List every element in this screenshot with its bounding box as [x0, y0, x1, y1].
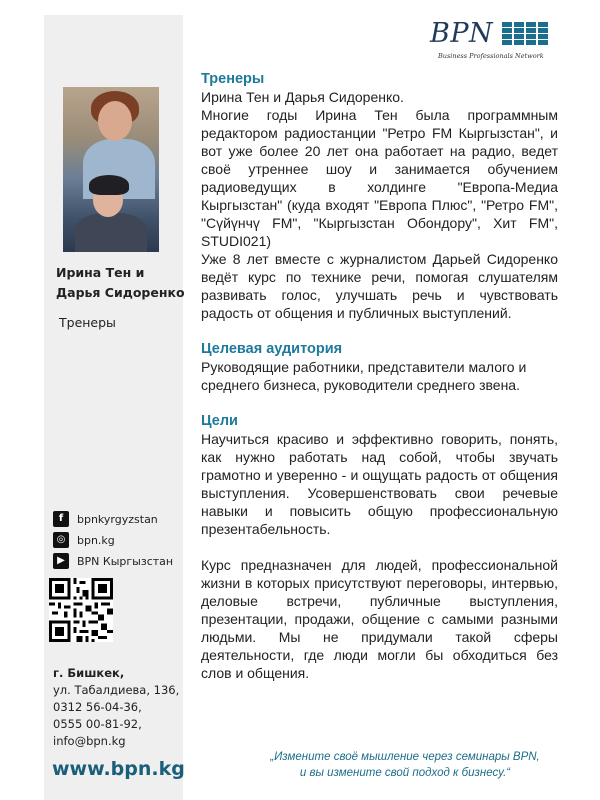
trainers-photo — [63, 87, 159, 252]
trainers-names: Ирина Тен и Дарья Сидоренко. — [201, 89, 404, 105]
social-youtube[interactable] — [53, 553, 173, 569]
quote-line-2: и вы измените свой подход к бизнесу.“ — [299, 767, 511, 779]
website-link[interactable]: www.bpn.kg — [52, 758, 185, 780]
trainers-paragraph-2: Уже 8 лет вместе с журналистом Дарьей Сидоренко ведёт курс по технике речи, помогая слушателям развивать голос, улучшать речь и чувствовать радость от общения и публичных выступлений. — [201, 251, 558, 321]
facebook-icon: f — [53, 511, 69, 527]
goals-text: Научиться красиво и эффективно говорить, понять, как нужно работать над собой, чтобы звучать грамотно и уверенно - и ощущать радость от общения выступления. Усовершенствовать свои речевые навыки и повысить общую профессиональную презентабельность. — [201, 431, 558, 537]
trainers-heading: Тренеры — [201, 71, 265, 87]
footer-quote — [240, 749, 570, 781]
social-instagram-label: bpn.kg — [77, 533, 115, 547]
course-text: Курс предназначен для людей, профессиональной жизни в которых присутствуют переговоры, интервью, деловые встречи, публичные выступления, презентации, продажи, общение с самыми разными людьми. Мы не придумали такой сферы деятельности, где люди могли бы обходиться без слов и общения. — [201, 557, 558, 681]
logo-tagline: Business Professionals Network — [438, 52, 544, 60]
contact-phone-1[interactable]: 0312 56-04-36, — [53, 700, 142, 714]
instagram-icon: ◎ — [53, 532, 69, 548]
qr-code[interactable] — [49, 578, 113, 642]
goals-heading: Цели — [201, 413, 238, 429]
social-facebook-label: bpnkyrgyzstan — [77, 512, 158, 526]
logo-grid-icon — [502, 22, 548, 46]
trainer-role: Тренеры — [59, 315, 116, 330]
contact-address: ул. Табалдиева, 136, — [53, 683, 180, 697]
main-content — [201, 70, 558, 682]
contact-phone-2[interactable]: 0555 00-81-92, — [53, 717, 142, 731]
logo-wordmark: BPN — [430, 18, 494, 49]
social-youtube-label: BPN Кыргызстан — [77, 554, 174, 568]
social-instagram[interactable] — [53, 532, 115, 548]
youtube-icon: ▶ — [53, 553, 69, 569]
trainer-name: Ирина Тен и Дарья Сидоренко — [56, 265, 185, 300]
contacts — [53, 665, 179, 750]
bpn-logo — [430, 18, 548, 62]
audience-text: Руководящие работники, представители малого и среднего бизнеса, руководители среднего звена. — [201, 359, 527, 393]
trainers-paragraph-1: Многие годы Ирина Тен была программным редактором радиостанции "Ретро FM Кыргызстан", и вот уже более 20 лет она работает на радио, ведет своё утреннее шоу и занимается обучением радиоведущих в холдинге "Европа-Медиа Кыргызстан" (куда входят "Европа Плюс", "Ретро FM", "Сүйүнчү FM", "Кыргызстан Обондору", Хит FM", STUDI021) — [201, 107, 558, 249]
quote-line-1: „Измените своё мышление через семинары BPN, — [270, 751, 540, 763]
contact-email[interactable]: info@bpn.kg — [53, 734, 126, 748]
contact-city: г. Бишкек, — [53, 666, 125, 680]
audience-heading: Целевая аудитория — [201, 341, 343, 357]
social-facebook[interactable] — [53, 511, 158, 527]
